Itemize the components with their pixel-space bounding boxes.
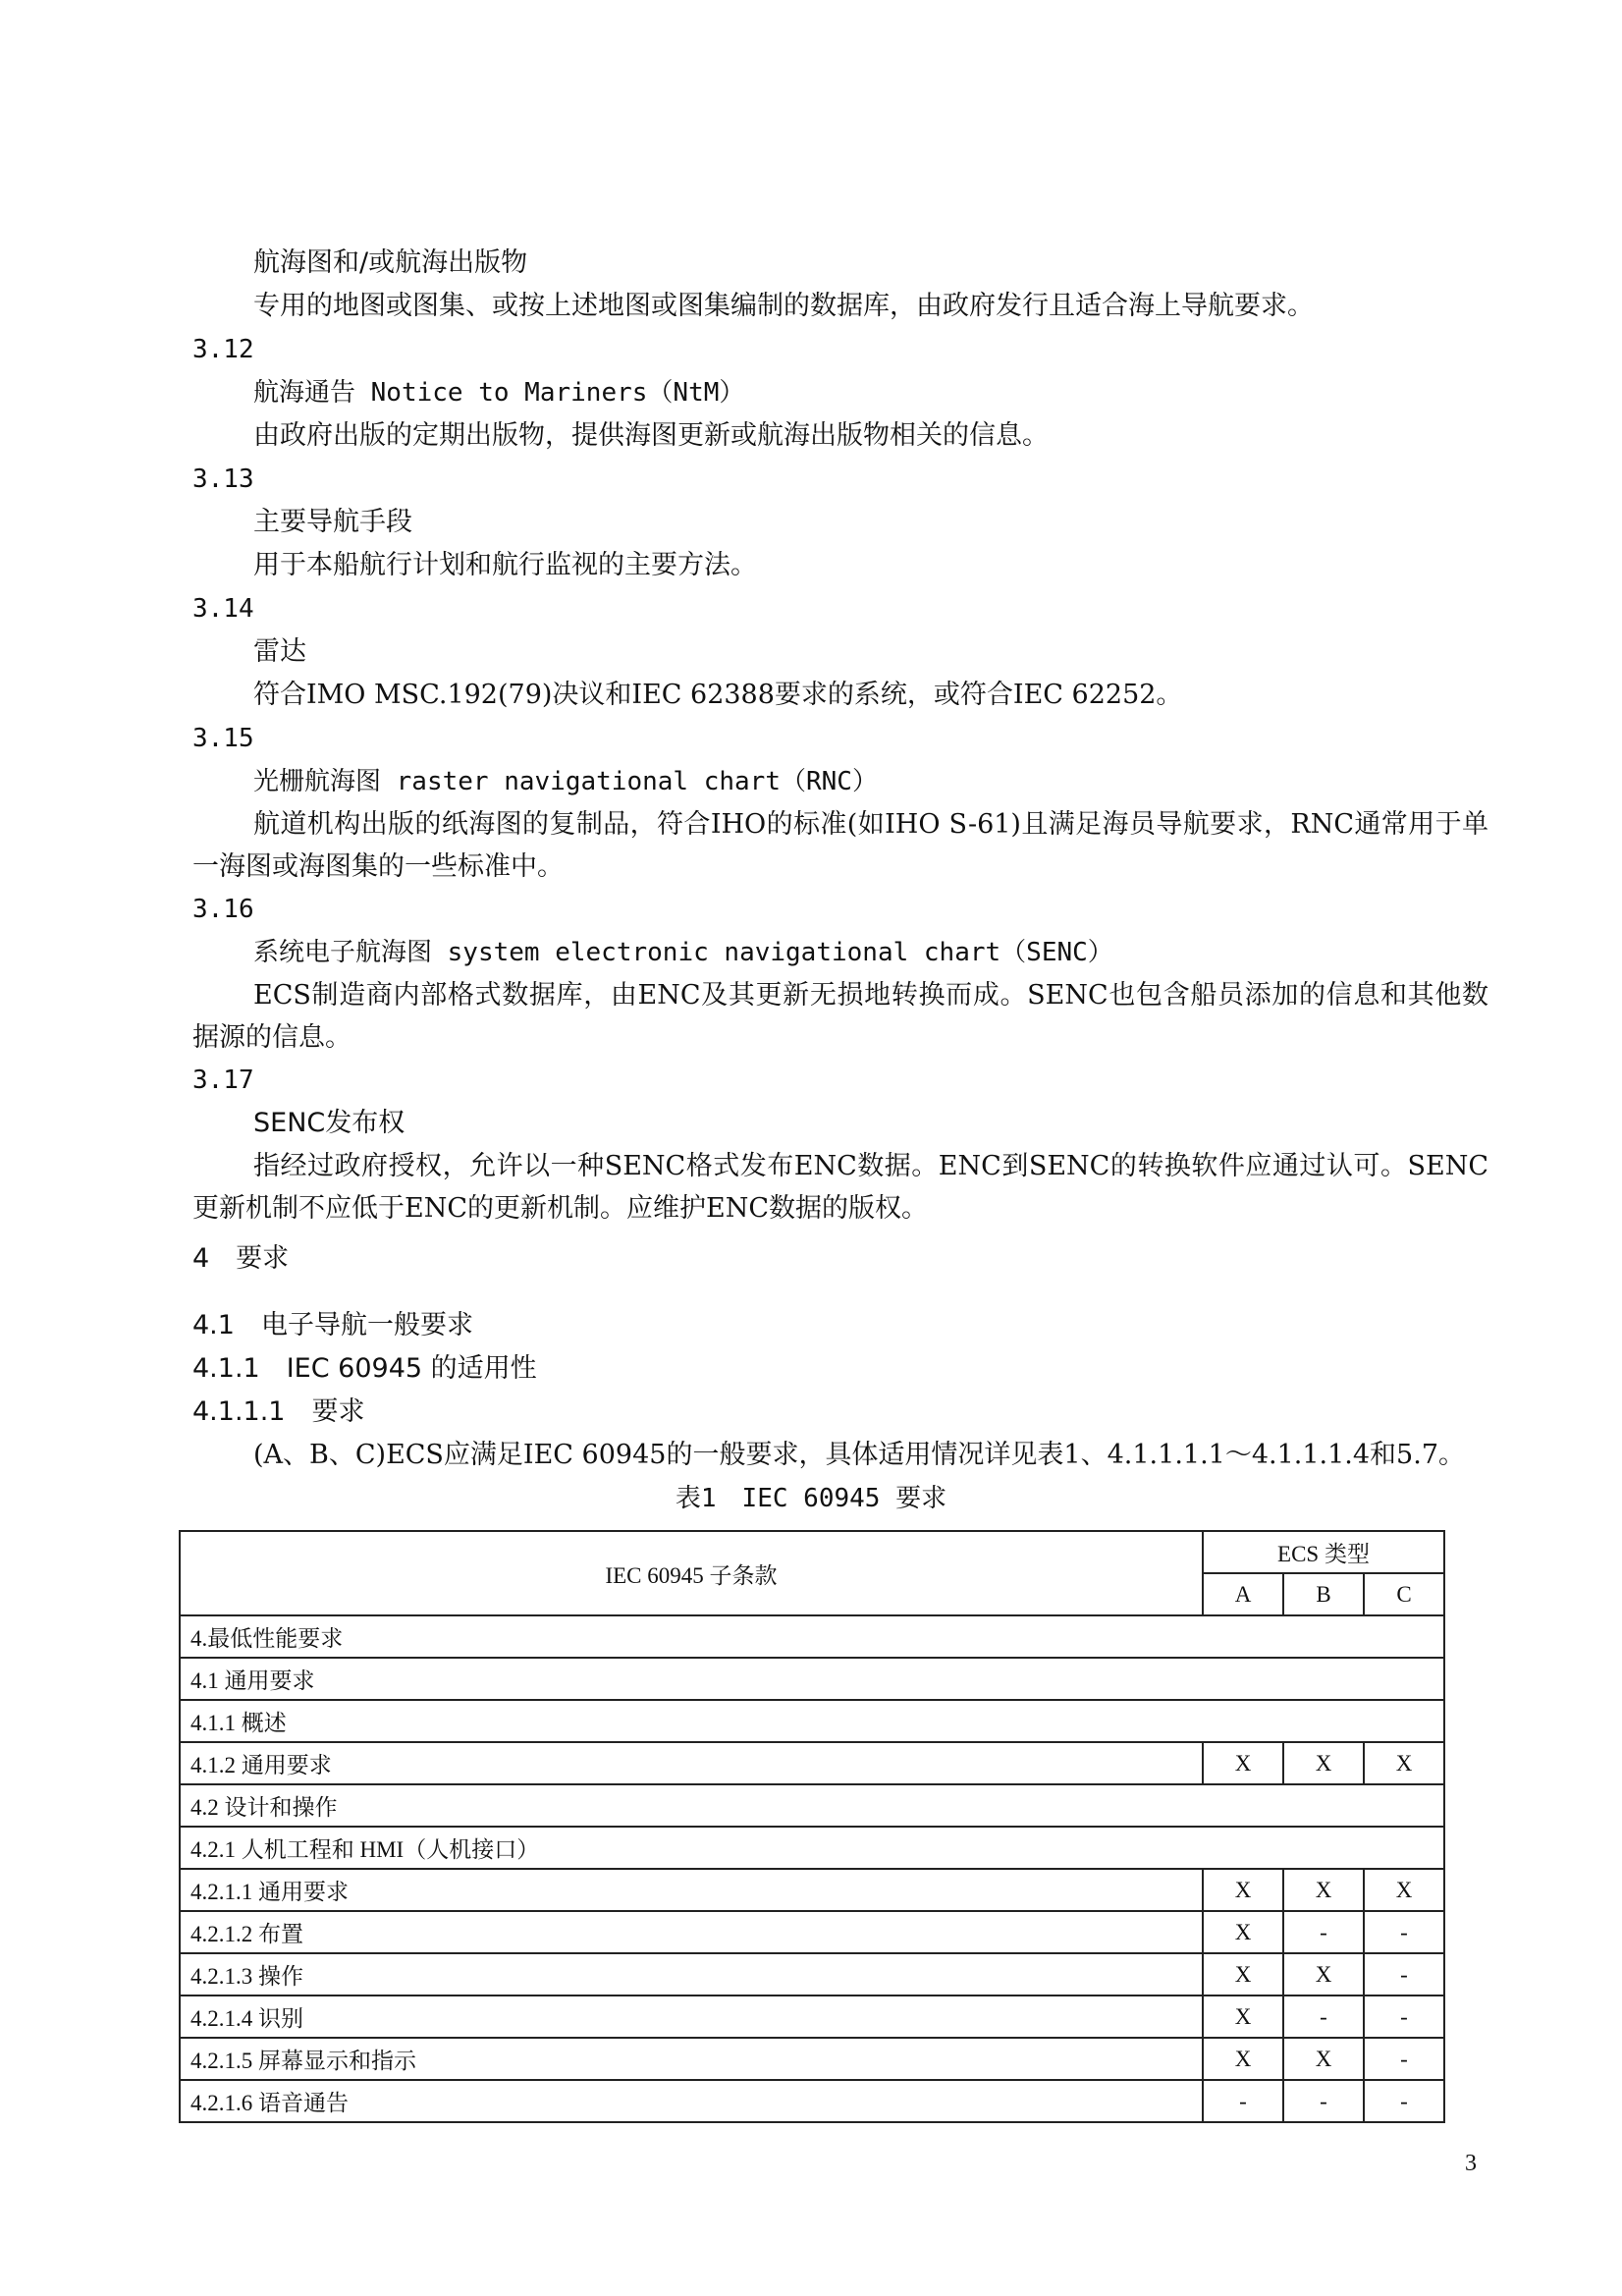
table-cell-clause: 4.1.2 通用要求 — [180, 1742, 1203, 1784]
table-cell-type-b: X — [1283, 1869, 1364, 1911]
table-cell-type-c: X — [1364, 1869, 1444, 1911]
term-3-12-number: 3.12 — [192, 335, 254, 364]
table-cell-clause: 4.2.1.1 通用要求 — [180, 1869, 1203, 1911]
table-cell-type-b: - — [1283, 2080, 1364, 2122]
table-cell-type-b: X — [1283, 2038, 1364, 2080]
table-header-row — [180, 1531, 1444, 1573]
table-caption: 表1 IEC 60945 要求 — [675, 1484, 947, 1513]
table-row — [180, 1658, 1444, 1700]
term-3-17-number: 3.17 — [192, 1066, 254, 1095]
table-cell-type-a: X — [1203, 1995, 1283, 2038]
table-cell-type-b: - — [1283, 1995, 1364, 2038]
table-row — [180, 1700, 1444, 1742]
term-3-14-body: 符合IMO MSC.192(79)决议和IEC 62388要求的系统，或符合IEC 62252。 — [253, 680, 1183, 710]
requirements-table — [179, 1530, 1445, 2123]
term-3-14-title: 雷达 — [253, 636, 306, 667]
table-cell-clause: 4.2.1.2 布置 — [180, 1911, 1203, 1953]
table-header-type-c: C — [1364, 1573, 1444, 1615]
table-cell-clause: 4.2.1.5 屏幕显示和指示 — [180, 2038, 1203, 2080]
table-row — [180, 1869, 1444, 1911]
term-3-16-body: ECS制造商内部格式数据库，由ENC及其更新无损地转换而成。SENC也包含船员添加的信息和其他数据源的信息。 — [192, 980, 1488, 1053]
term-3-14-number: 3.14 — [192, 594, 254, 624]
section-4-1-heading: 4.1 电子导航一般要求 — [192, 1310, 473, 1340]
section-4-1-1-1-body: (A、B、C)ECS应满足IEC 60945的一般要求，具体适用情况详见表1、4.1.1.1.1～4.1.1.1.4和5.7。 — [253, 1440, 1465, 1470]
term-3-12-title: 航海通告 Notice to Mariners（NtM） — [253, 378, 745, 408]
table-row — [180, 1995, 1444, 2038]
section-4-heading: 4 要求 — [192, 1243, 290, 1274]
table-header-type-a: A — [1203, 1573, 1283, 1615]
term-3-15-body: 航道机构出版的纸海图的复制品，符合IHO的标准(如IHO S-61)且满足海员导航要求，RNC通常用于单一海图或海图集的一些标准中。 — [192, 809, 1488, 882]
term-3-12-body: 由政府出版的定期出版物，提供海图更新或航海出版物相关的信息。 — [253, 420, 1049, 451]
table-cell-type-b: - — [1283, 1911, 1364, 1953]
table-row — [180, 1827, 1444, 1869]
term-3-15-number: 3.15 — [192, 724, 254, 753]
table-cell-type-c: X — [1364, 1742, 1444, 1784]
table-cell-clause: 4.1.1 概述 — [180, 1700, 1444, 1742]
table-cell-type-b: X — [1283, 1742, 1364, 1784]
term-3-17-title: SENC发布权 — [253, 1108, 406, 1138]
table-cell-type-a: X — [1203, 1911, 1283, 1953]
table-row — [180, 1953, 1444, 1995]
table-cell-type-a: - — [1203, 2080, 1283, 2122]
table-cell-type-c: - — [1364, 1953, 1444, 1995]
section-4-1-1-heading: 4.1.1 IEC 60945 的适用性 — [192, 1353, 537, 1384]
table-row — [180, 1742, 1444, 1784]
table-cell-clause: 4.最低性能要求 — [180, 1615, 1444, 1658]
table-cell-type-a: X — [1203, 2038, 1283, 2080]
table-cell-clause: 4.2.1.3 操作 — [180, 1953, 1203, 1995]
term-3-11-body: 专用的地图或图集、或按上述地图或图集编制的数据库，由政府发行且适合海上导航要求。 — [253, 291, 1314, 321]
table-cell-type-a: X — [1203, 1869, 1283, 1911]
term-3-17-body: 指经过政府授权，允许以一种SENC格式发布ENC数据。ENC到SENC的转换软件应通过认可。SENC更新机制不应低于ENC的更新机制。应维护ENC数据的版权。 — [192, 1151, 1488, 1224]
table-row — [180, 1784, 1444, 1827]
table-cell-clause: 4.2.1.4 识别 — [180, 1995, 1203, 2038]
term-3-11-title: 航海图和/或航海出版物 — [253, 247, 528, 278]
term-3-16-title: 系统电子航海图 system electronic navigational chart（SENC） — [253, 938, 1113, 967]
term-3-13-body: 用于本船航行计划和航行监视的主要方法。 — [253, 550, 757, 580]
table-header-ecs-type: ECS 类型 — [1203, 1531, 1444, 1573]
page-number: 3 — [1465, 2151, 1477, 2176]
table-cell-type-c: - — [1364, 2080, 1444, 2122]
term-3-13-title: 主要导航手段 — [253, 507, 412, 537]
table-row — [180, 2038, 1444, 2080]
table-cell-clause: 4.2.1.6 语音通告 — [180, 2080, 1203, 2122]
table-row — [180, 1615, 1444, 1658]
table-cell-clause: 4.2.1 人机工程和 HMI（人机接口） — [180, 1827, 1444, 1869]
table-cell-type-c: - — [1364, 1911, 1444, 1953]
table-row — [180, 2080, 1444, 2122]
table-cell-type-a: X — [1203, 1953, 1283, 1995]
term-3-13-number: 3.13 — [192, 465, 254, 494]
table-header-type-b: B — [1283, 1573, 1364, 1615]
term-3-16-number: 3.16 — [192, 895, 254, 924]
table-row — [180, 1911, 1444, 1953]
table-cell-clause: 4.1 通用要求 — [180, 1658, 1444, 1700]
table-cell-clause: 4.2 设计和操作 — [180, 1784, 1444, 1827]
table-header-clause: IEC 60945 子条款 — [180, 1531, 1203, 1615]
section-4-1-1-1-heading: 4.1.1.1 要求 — [192, 1396, 365, 1427]
term-3-15-title: 光栅航海图 raster navigational chart（RNC） — [253, 767, 878, 796]
table-cell-type-b: X — [1283, 1953, 1364, 1995]
table-cell-type-c: - — [1364, 2038, 1444, 2080]
table-cell-type-c: - — [1364, 1995, 1444, 2038]
table-cell-type-a: X — [1203, 1742, 1283, 1784]
